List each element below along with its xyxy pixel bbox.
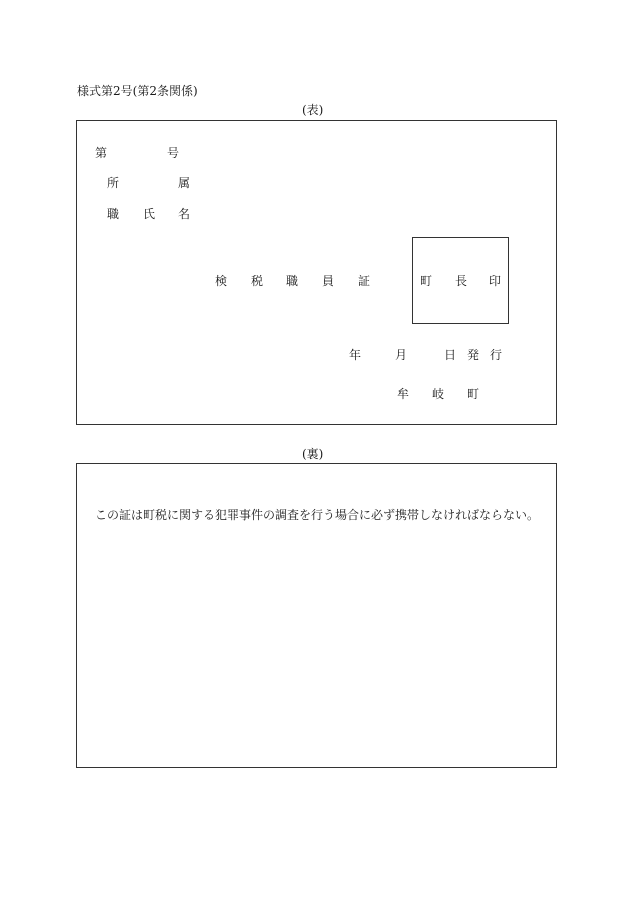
issue-date-month-label: 月: [395, 348, 408, 362]
affiliation-label-left: 所: [107, 176, 120, 190]
seal-char: 町: [420, 274, 433, 288]
card-title-char: 証: [358, 274, 371, 288]
seal-char: 印: [489, 274, 502, 288]
card-title-char: 検: [215, 274, 228, 288]
issuer-char: 岐: [432, 387, 445, 401]
issuer-char: 町: [467, 387, 480, 401]
issue-date-year-label: 年: [349, 348, 362, 362]
issue-date-day-label: 日: [444, 348, 457, 362]
issue-label-char: 発: [467, 348, 480, 362]
job-title-label-1: 職: [107, 207, 120, 221]
card-title-char: 職: [286, 274, 299, 288]
issuer-char: 牟: [397, 387, 410, 401]
issue-label-char: 行: [490, 348, 503, 362]
job-title-label-2: 氏: [143, 207, 156, 221]
back-side-label: (裏): [302, 447, 324, 461]
form-title: 様式第2号(第2条関係): [77, 84, 198, 98]
card-title-char: 員: [322, 274, 335, 288]
seal-char: 長: [455, 274, 468, 288]
affiliation-label-right: 属: [178, 176, 191, 190]
seal-box: [412, 237, 509, 324]
front-side-label: (表): [302, 103, 324, 117]
card-back: [76, 463, 557, 768]
back-statement: この証は町税に関する犯罪事件の調査を行う場合に必ず携帯しなければならない。: [95, 508, 540, 522]
job-title-label-3: 名: [178, 207, 191, 221]
number-prefix: 第: [95, 146, 108, 160]
card-front: [76, 120, 557, 425]
number-suffix: 号: [167, 146, 180, 160]
card-title-char: 税: [251, 274, 264, 288]
